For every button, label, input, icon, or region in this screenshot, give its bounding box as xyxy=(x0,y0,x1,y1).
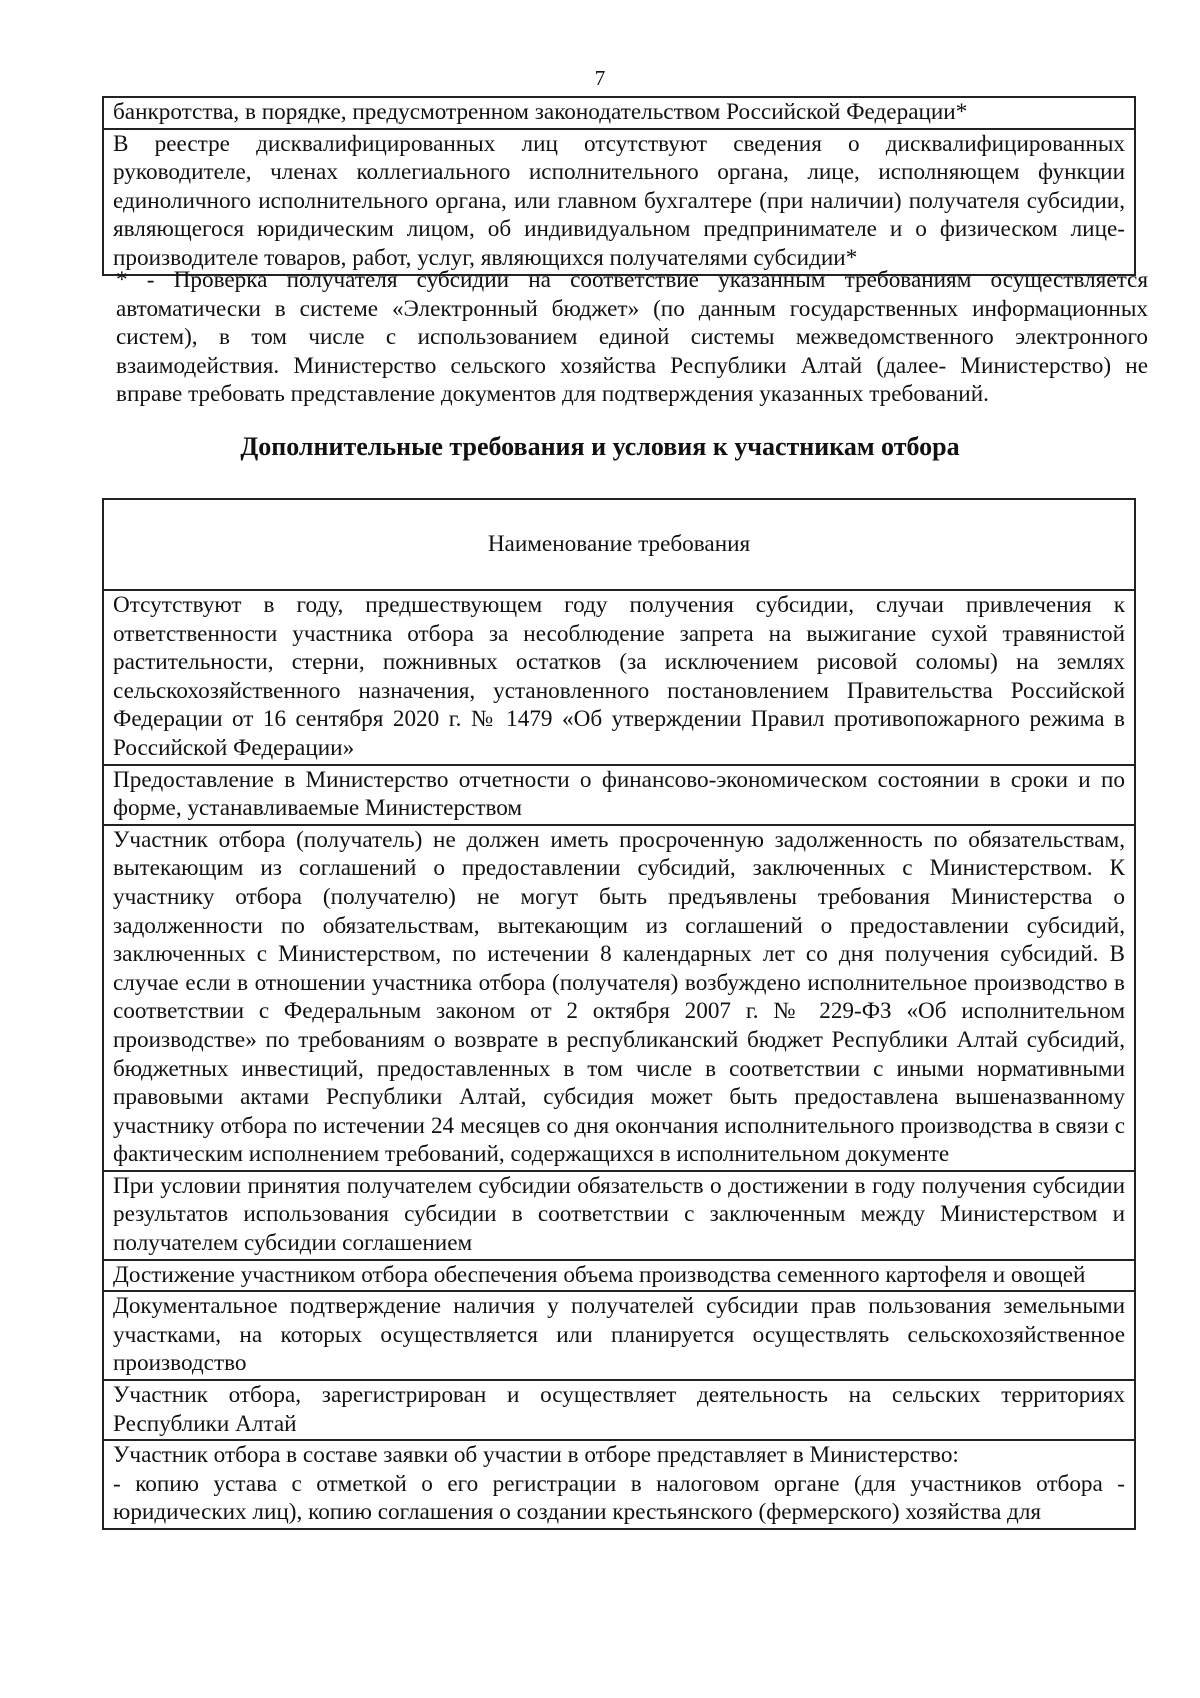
table-row xyxy=(104,1439,1134,1528)
table-row: При условии принятия получателем субсидии обязательств о достижении в году получения субсидии результатов использования субсидии в соответствии с заключенным между Министерством и получателем субсидии соглашением xyxy=(104,1170,1134,1259)
requirements-table-continued xyxy=(102,96,1136,276)
table-row: Предоставление в Министерство отчетности о финансово-экономическом состоянии в сроки и по форме, устанавливаемые Министерством xyxy=(104,764,1134,824)
page-number: 7 xyxy=(594,66,606,90)
additional-requirements-table xyxy=(102,498,1136,1530)
table-row: Участник отбора, зарегистрирован и осуществляет деятельность на сельских территориях Республики Алтай xyxy=(104,1379,1134,1439)
table-row: Отсутствуют в году, предшествующем году получения субсидии, случаи привлечения к ответственности участника отбора за несоблюдение запрета на выжигание сухой травянистой растительности, стерни, пожнивных остатков (за исключением рисовой соломы) на землях сельскохозяйственного назначения, установленного постановлением Правительства Российской Федерации от 16 сентября 2020 г. № 1479 «Об утверждении Правил противопожарного режима в Российской Федерации» xyxy=(104,589,1134,764)
table-row: Документальное подтверждение наличия у получателей субсидии прав пользования земельными участками, на которых осуществляется или планируется осуществлять сельскохозяйственное производство xyxy=(104,1290,1134,1379)
table-row: В реестре дисквалифицированных лиц отсутствуют сведения о дисквалифицированных руководителе, членах коллегиального исполнительного органа, лице, исполняющем функции единоличного исполнительного органа, или главном бухгалтере (при наличии) получателя субсидии, являющегося юридическим лицом, об индивидуальном предпринимателе и о физическом лице-производителе товаров, работ, услуг, являющихся получателями субсидии* xyxy=(104,128,1134,274)
section-heading: Дополнительные требования и условия к участникам отбора xyxy=(240,432,960,461)
row-list-item: - копию устава с отметкой о его регистрации в налоговом органе (для участников отбора - юридических лиц), копию соглашения о создании крестьянского (фермерского) хозяйства для xyxy=(113,1470,1125,1526)
table-row: банкротства, в порядке, предусмотренном законодательством Российской Федерации* xyxy=(113,99,968,125)
table-row: Достижение участником отбора обеспечения объема производства семенного картофеля и овощей xyxy=(104,1259,1134,1291)
footnote: * - Проверка получателя субсидии на соответствие указанным требованиям осуществляется автоматически в системе «Электронный бюджет» (по данным государственных информационных систем), в том числе с использованием единой системы межведомственного электронного взаимодействия. Министерство сельского хозяйства Республики Алтай (далее- Министерство) не вправе требовать представление документов для подтверждения указанных требований. xyxy=(116,267,1148,408)
table-row: Участник отбора (получатель) не должен иметь просроченную задолженность по обязательствам, вытекающим из соглашений о предоставлении субсидий, заключенных с Министерством. К участнику отбора (получателю) не могут быть предъявлены требования Министерства о задолженности по обязательствам, вытекающим из соглашений о предоставлении субсидий, заключенных с Министерством, по истечении 8 календарных лет со дня получения субсидий. В случае если в отношении участника отбора (получателя) возбуждено исполнительное производство в соответствии с Федеральным законом от 2 октября 2007 г. № 229-ФЗ «Об исполнительном производстве» по требованиям о возврате в республиканский бюджет Республики Алтай субсидий, бюджетных инвестиций, предоставленных в том числе в соответствии с иными нормативными правовыми актами Республики Алтай, субсидия может быть предоставлена вышеназванному участнику отбора по истечении 24 месяцев со дня окончания исполнительного производства в связи с фактическим исполнением требований, содержащихся в исполнительном документе xyxy=(104,824,1134,1170)
row-intro-text: Участник отбора в составе заявки об участии в отборе представляет в Министерство: xyxy=(113,1442,959,1469)
table-header xyxy=(104,500,1134,589)
table-header-label: Наименование требования xyxy=(487,530,751,557)
